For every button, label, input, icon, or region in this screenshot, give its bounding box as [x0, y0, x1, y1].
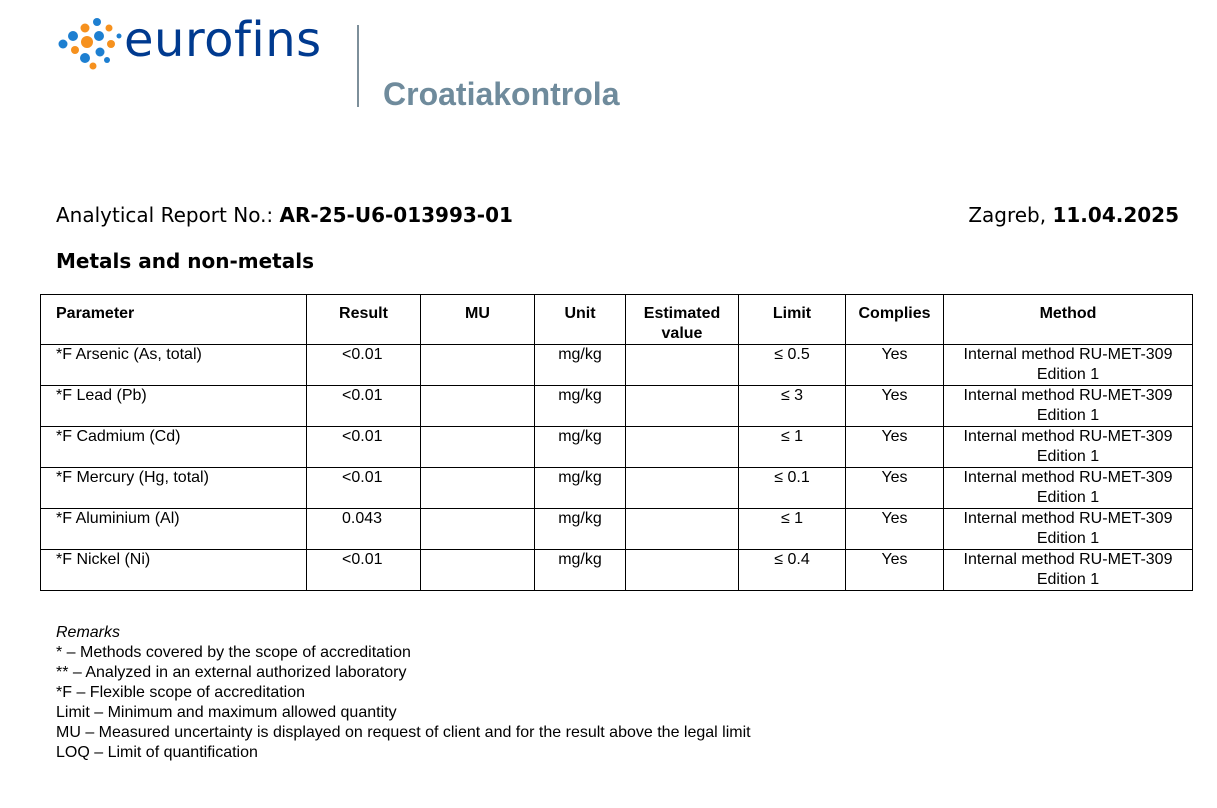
cell-estimated-value — [626, 468, 739, 509]
method-line1: Internal method RU-MET-309 — [963, 510, 1173, 527]
report-label: Analytical Report No.: — [56, 203, 280, 227]
table-row — [41, 345, 1193, 386]
cell-method — [944, 550, 1193, 591]
cell-estimated-value — [626, 509, 739, 550]
remark-line: Limit – Minimum and maximum allowed quantity — [56, 704, 397, 721]
method-line1: Internal method RU-MET-309 — [963, 428, 1173, 445]
report-number-block — [56, 200, 513, 230]
report-date-block — [968, 200, 1179, 230]
cell-complies: Yes — [846, 509, 944, 550]
remarks-title: Remarks — [56, 624, 121, 641]
cell-complies: Yes — [846, 468, 944, 509]
cell-method — [944, 345, 1193, 386]
cell-limit: ≤ 0.5 — [739, 345, 846, 386]
table-row — [41, 427, 1193, 468]
method-line2: Edition 1 — [1036, 571, 1100, 588]
remark-line: *F – Flexible scope of accreditation — [56, 684, 306, 701]
table-row — [41, 386, 1193, 427]
remarks — [56, 623, 751, 763]
cell-limit: ≤ 0.4 — [739, 550, 846, 591]
cell-unit: mg/kg — [535, 468, 626, 509]
results-table — [40, 294, 1193, 591]
method-line2: Edition 1 — [1036, 530, 1100, 547]
cell-parameter: *F Aluminium (Al) — [41, 509, 307, 550]
header-limit: Limit — [739, 295, 846, 345]
section-title: Metals and non-metals — [56, 249, 314, 273]
method-line1: Internal method RU-MET-309 — [963, 387, 1173, 404]
eurofins-logo-icon — [55, 14, 125, 70]
report-place: Zagreb, — [968, 203, 1053, 227]
cell-mu — [421, 468, 535, 509]
cell-parameter: *F Lead (Pb) — [41, 386, 307, 427]
remark-line: ** – Analyzed in an external authorized laboratory — [56, 664, 407, 681]
method-line2: Edition 1 — [1036, 366, 1100, 383]
cell-limit: ≤ 1 — [739, 427, 846, 468]
header-mu: MU — [421, 295, 535, 345]
report-number: AR-25-U6-013993-01 — [279, 203, 513, 227]
cell-result: <0.01 — [307, 468, 421, 509]
method-line2: Edition 1 — [1036, 407, 1100, 424]
table-row — [41, 550, 1193, 591]
cell-unit: mg/kg — [535, 386, 626, 427]
method-line1: Internal method RU-MET-309 — [963, 346, 1173, 363]
remark-line: MU – Measured uncertainty is displayed on request of client and for the result above the legal limit — [56, 724, 751, 741]
cell-limit: ≤ 0.1 — [739, 468, 846, 509]
header-complies: Complies — [846, 295, 944, 345]
cell-result: <0.01 — [307, 550, 421, 591]
table-row — [41, 509, 1193, 550]
cell-method — [944, 468, 1193, 509]
table-header-row — [41, 295, 1193, 345]
method-line1: Internal method RU-MET-309 — [963, 469, 1173, 486]
cell-parameter: *F Cadmium (Cd) — [41, 427, 307, 468]
cell-unit: mg/kg — [535, 345, 626, 386]
cell-limit: ≤ 3 — [739, 386, 846, 427]
header-divider — [357, 25, 359, 107]
method-line1: Internal method RU-MET-309 — [963, 551, 1173, 568]
table-row — [41, 468, 1193, 509]
cell-mu — [421, 550, 535, 591]
cell-limit: ≤ 1 — [739, 509, 846, 550]
header-estimated-value — [626, 295, 739, 345]
header-unit: Unit — [535, 295, 626, 345]
remark-line: * – Methods covered by the scope of accreditation — [56, 644, 411, 661]
header-method: Method — [944, 295, 1193, 345]
cell-result: 0.043 — [307, 509, 421, 550]
cell-parameter: *F Mercury (Hg, total) — [41, 468, 307, 509]
cell-estimated-value — [626, 386, 739, 427]
cell-estimated-value — [626, 345, 739, 386]
cell-unit: mg/kg — [535, 509, 626, 550]
subbrand-name: Croatiakontrola — [383, 76, 620, 112]
header-estimated-line1: Estimated — [643, 305, 721, 322]
remarks-lines — [56, 643, 751, 763]
cell-method — [944, 386, 1193, 427]
cell-complies: Yes — [846, 550, 944, 591]
report-date: 11.04.2025 — [1052, 203, 1179, 227]
cell-estimated-value — [626, 550, 739, 591]
cell-result: <0.01 — [307, 386, 421, 427]
cell-result: <0.01 — [307, 345, 421, 386]
header-estimated-line2: value — [661, 325, 703, 342]
cell-estimated-value — [626, 427, 739, 468]
cell-complies: Yes — [846, 427, 944, 468]
method-line2: Edition 1 — [1036, 448, 1100, 465]
cell-mu — [421, 345, 535, 386]
header-result: Result — [307, 295, 421, 345]
cell-complies: Yes — [846, 345, 944, 386]
cell-method — [944, 509, 1193, 550]
cell-mu — [421, 509, 535, 550]
remark-line: LOQ – Limit of quantification — [56, 744, 258, 761]
cell-parameter: *F Arsenic (As, total) — [41, 345, 307, 386]
cell-mu — [421, 427, 535, 468]
cell-unit: mg/kg — [535, 550, 626, 591]
cell-parameter: *F Nickel (Ni) — [41, 550, 307, 591]
cell-mu — [421, 386, 535, 427]
header-parameter: Parameter — [41, 295, 307, 345]
brand-name: eurofins — [124, 12, 322, 68]
table-body — [41, 345, 1193, 591]
cell-method — [944, 427, 1193, 468]
cell-unit: mg/kg — [535, 427, 626, 468]
method-line2: Edition 1 — [1036, 489, 1100, 506]
cell-result: <0.01 — [307, 427, 421, 468]
cell-complies: Yes — [846, 386, 944, 427]
